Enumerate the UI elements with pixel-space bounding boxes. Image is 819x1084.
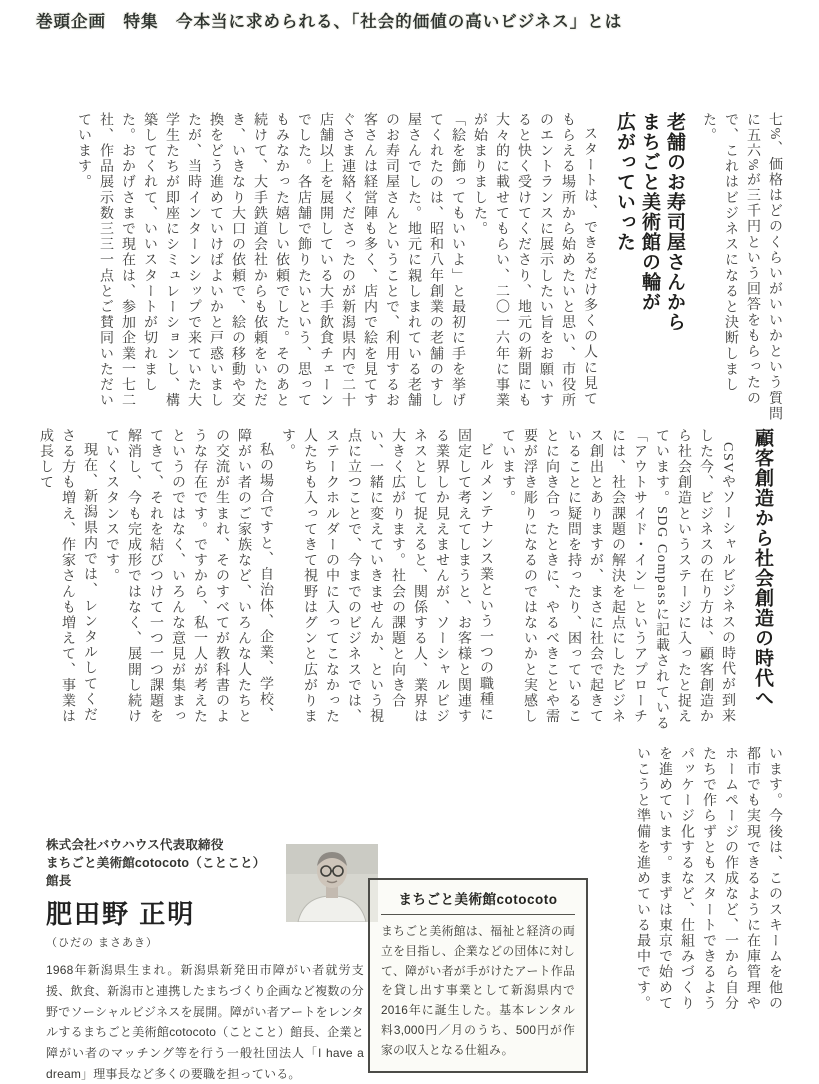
section1-heading-line2: まちごと美術館の輪が [639, 112, 660, 312]
portrait-photo-graphic [286, 844, 378, 922]
museum-info-box [368, 878, 588, 1073]
info-box-body: まちごと美術館は、福祉と経済の両立を目指し、企業などの団体に対して、障がい者が手がけたアート作品を貸し出す事業として新潟県内で2016年に誕生した。基本レンタル料3,000円／月のうち、500円が作家の収入となる仕組み。 [381, 924, 575, 1057]
section2-continuation-paragraph: います。今後は、このスキームを他の都市でも実現できるように在庫管理やホームページの作成など、一から自分たちで作らずともスタートできるようパッケージ化するなど、仕組みづくりを進めています。まずは東京で始めていこうと準備を進めている最中です。 [635, 746, 782, 1012]
profile-name: 肥田野 正明 [46, 899, 196, 930]
profile-title-line1: 株式会社バウハウス代表取締役 [46, 838, 224, 852]
section2-paragraph-4: 現在、新潟県内では、レンタルしてくださる方も増え、作家さんも増えて、事業は成長して [38, 428, 97, 725]
section1-paragraph-2: 「絵を飾ってもいいよ」と最初に手を挙げてくれたのは、昭和八年創業の老舗のすし屋さんでした。地元に親しまれている老舗のお寿司屋さんということで、利用するお客さんは経営陣も多く、店内で絵を見てすぐさま連絡くださったのが新潟県内で二十店舗以上を展開している大手飲食チェーンでした。各店舗で飾りたいという、思ってもみなかった嬉しい依頼でした。そのあと続けて、大手鉄道会社からも依頼をいただき、いきなり大口の依頼で、絵の移動や交換をどう進めていけばよいかと戸惑いましたが、当時インターンシップで来ていた大学生たちが即座にシミュレーションし、構築してくれて、いいスタートが切れました。おかげさまで現在は、参加企業一七二社、作品展示数三三一点とご賛同いただいています。 [76, 112, 465, 409]
profile-head [46, 836, 364, 950]
section2-heading [750, 428, 775, 736]
section2-paragraph-3: 私の場合ですと、自治体、企業、学校、障がい者のご家族など、いろんな人たちとの交流が生まれ、そのすべてが教科書のような存在です。ですから、私一人が考えたというのではなく、いろんな意見が集まってきて、それを結びつけて一つ一つ課題を解消し、今も完成形ではなく、展開し続けていくスタンスです。 [104, 428, 273, 725]
article-middle-block [38, 428, 785, 736]
profile-name-kana: （ひだの まさあき） [46, 937, 159, 950]
profile-titles [46, 836, 266, 890]
page-header-band [0, 0, 819, 34]
section1-heading-line1: 老舗のお寿司屋さんから [664, 112, 685, 332]
article-top-block [76, 112, 785, 422]
section2-heading-line1: 顧客創造から社会創造の時代へ [752, 428, 773, 708]
lead-continuation-paragraph: 七%、価格はどのくらいがいいかという質問に五六%が三千円という回答をもらったので、これはビジネスになると決断しました。 [701, 112, 782, 422]
section1-heading-line3: 広がっていった [614, 112, 635, 252]
page-header-title: 巻頭企画 特集 今本当に求められる、「社会的価値の高いビジネス」とは [36, 13, 623, 31]
section2-paragraph-2: ビルメンテナンス業という一つの職種に固定して考えてしまうと、お客様と関連する業界しか見えませんが、ソーシャルビジネスとして捉えると、関係する人、業界は大きく広がります。社会の課題と向き合い、一緒に変えていきませんか、という視点に立つことで、今までのビジネスでは、ステークホルダーの中に入ってこなかった人たちも入ってきて視野はグンと広がります。 [280, 428, 493, 725]
profile-bio: 1968年新潟県生まれ。新潟県新発田市障がい者就労支援、飲食、新潟市と連携したまちづくり企画など複数の分野でソーシャルビジネスを展開。障がい者アートをレンタルするまちごと美術館cotocoto（ことこと）館長、企業と障がい者のマッチング等を行う一般社団法人「I have a dream」理事長など多くの要職を担っている。 [46, 963, 364, 1081]
section2-paragraph-1: CSVやソーシャルビジネスの時代が到来した今、ビジネスの在り方は、顧客創造から社会創造というステージに入ったと捉えています。SDG Compassに記載されている「アウトサイド・イン」というアプローチには、社会課題の解決を起点にしたビジネス創出とありますが、まさに社会で起きていることに疑問を持ったり、困っていることに向き合ったときに、やるべきことや需要が浮き彫りになるのではないかと実感しています。 [500, 428, 735, 732]
section1-heading [612, 112, 687, 422]
article-bottomright-block [605, 746, 785, 1018]
author-profile [46, 836, 364, 1084]
info-box-title: まちごと美術館cotocoto [381, 888, 575, 915]
profile-title-line2: まちごと美術館cotocoto（ことこと） [46, 856, 266, 871]
section1-paragraph-1: スタートは、できるだけ多くの人に見てもらえる場所から始めたいと思い、市役所のエントランスに展示したい旨をお願いすると快く受けてくださり、地元の新聞にも大々的に載せてもらい、二〇一六年に事業が始まりました。 [472, 112, 597, 409]
profile-title-line3: 館長 [46, 874, 72, 889]
portrait-photo [286, 844, 378, 922]
